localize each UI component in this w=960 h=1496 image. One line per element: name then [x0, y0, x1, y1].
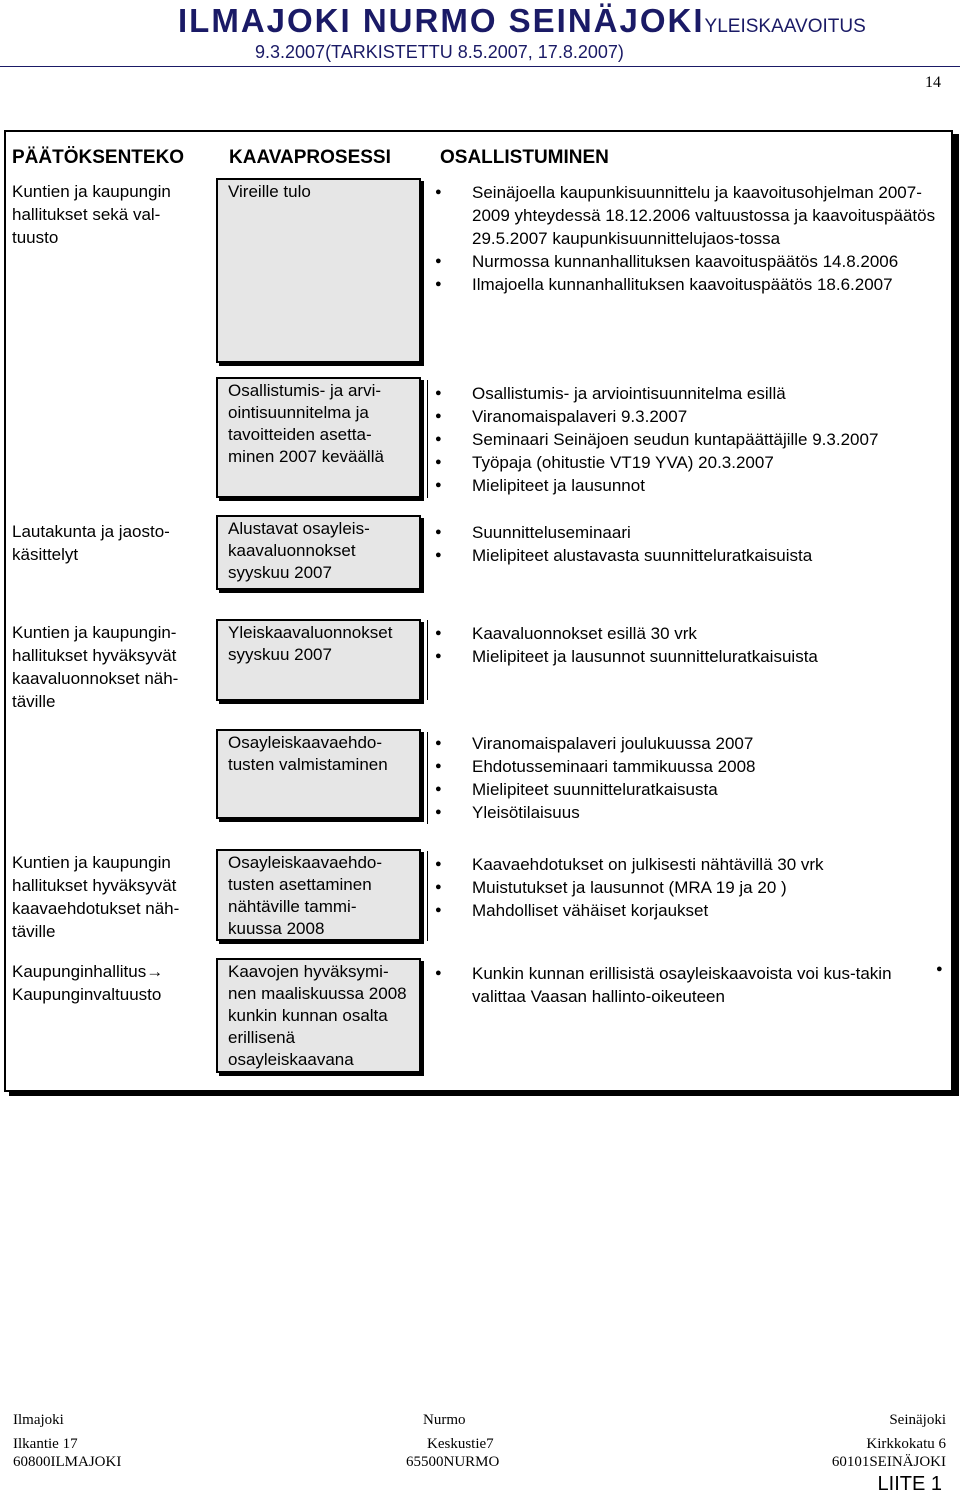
process-box: Alustavat osayleis-kaavaluonnokset syyskuu 2007	[216, 515, 421, 590]
footer-ilmajoki-postcode: 60800ILMAJOKI	[13, 1454, 122, 1470]
divider	[427, 380, 428, 498]
title-suffix: YLEISKAAVOITUS	[704, 16, 866, 37]
process-box: Osayleiskaavaehdo-tusten valmistaminen	[216, 729, 421, 819]
participation-list	[435, 181, 940, 296]
divider	[427, 732, 428, 824]
column-header-decision: PÄÄTÖKSENTEKO	[12, 147, 185, 168]
footer-ilmajoki-street: Ilkantie 17	[13, 1436, 78, 1452]
footer-seinajoki-postcode: 60101SEINÄJOKI	[831, 1454, 946, 1470]
list-item: ● Kaavaehdotukset on julkisesti nähtävillä 30 vrk	[435, 853, 940, 876]
process-box: Yleiskaavaluonnokset syyskuu 2007	[216, 619, 421, 701]
process-box: Osayleiskaavaehdo-tusten asettaminen nähtäville tammi-kuussa 2008	[216, 849, 421, 941]
list-item: ● Mielipiteet alustavasta suunnitteluratkaisuista	[435, 544, 940, 567]
list-item: ● Osallistumis- ja arviointisuunnitelma esillä	[435, 382, 940, 405]
decision-from: Kaupunginhallitus	[12, 962, 147, 981]
decision-text	[12, 960, 212, 1006]
arrow-right-icon: →	[146, 962, 164, 981]
participation-list	[435, 962, 895, 1008]
decision-text: Kuntien ja kaupungin-hallitukset hyväksyvät kaavaluonnokset näh-täville	[12, 623, 179, 711]
footer-nurmo-postcode: 65500NURMO	[406, 1454, 500, 1470]
process-box: Vireille tulo	[216, 178, 421, 363]
list-item: ● Viranomaispalaveri joulukuussa 2007	[435, 732, 940, 755]
footer-nurmo-name: Nurmo	[423, 1412, 466, 1428]
participation-list	[435, 382, 940, 497]
column-header-process: KAAVAPROSESSI	[229, 147, 391, 168]
list-item: ● Seinäjoella kaupunkisuunnittelu ja kaavoitusohjelman 2007-2009 yhteydessä 18.12.2006 valtuustossa ja kaavoituspäätös 29.5.2007 kaupunkisuunnittelujaos-tossa	[435, 181, 940, 250]
list-item: ● Viranomaispalaveri 9.3.2007	[435, 405, 940, 428]
list-item: ● Mielipiteet ja lausunnot	[435, 474, 940, 497]
divider	[427, 851, 428, 941]
footer-seinajoki-street: Kirkkokatu 6	[866, 1436, 946, 1452]
list-item: ● Seminaari Seinäjoen seudun kuntapäättäjille 9.3.2007	[435, 428, 940, 451]
divider	[427, 620, 428, 700]
list-item: ● Mielipiteet ja lausunnot suunnitteluratkaisuista	[435, 645, 940, 668]
document-title	[178, 2, 866, 40]
footer-seinajoki-name: Seinäjoki	[889, 1412, 946, 1428]
process-box: Osallistumis- ja arvi-ointisuunnitelma ja tavoitteiden asetta-minen 2007 keväällä	[216, 377, 421, 498]
footer-nurmo-street: Keskustie7	[427, 1436, 494, 1452]
list-item: ● Mielipiteet suunnitteluratkaisusta	[435, 778, 940, 801]
decision-text: Kuntien ja kaupungin hallitukset hyväksyvät kaavaehdotukset näh-täville	[12, 853, 180, 941]
participation-list	[435, 521, 940, 567]
participation-list	[435, 853, 940, 922]
appendix-label: LIITE 1	[877, 1473, 942, 1495]
decision-to: Kaupunginvaltuusto	[12, 985, 162, 1004]
list-item: ● Suunnitteluseminaari	[435, 521, 940, 544]
decision-text: Kuntien ja kaupungin hallitukset sekä val-tuusto	[12, 182, 171, 247]
header-rule	[0, 66, 960, 67]
page-number: 14	[925, 74, 941, 91]
title-municipalities: ILMAJOKI NURMO SEINÄJOKI	[178, 2, 705, 39]
document-subtitle: 9.3.2007(TARKISTETTU 8.5.2007, 17.8.2007)	[255, 42, 624, 62]
list-item: ● Muistutukset ja lausunnot (MRA 19 ja 20 )	[435, 876, 940, 899]
list-item: ● Ilmajoella kunnanhallituksen kaavoituspäätös 18.6.2007	[435, 273, 940, 296]
decision-text: Lautakunta ja jaosto-käsittelyt	[12, 522, 170, 564]
list-item: ● Ehdotusseminaari tammikuussa 2008	[435, 755, 940, 778]
list-item: ● Kaavaluonnokset esillä 30 vrk	[435, 622, 940, 645]
list-item: ● Työpaja (ohitustie VT19 YVA) 20.3.2007	[435, 451, 940, 474]
process-box: Kaavojen hyväksymi-nen maaliskuussa 2008 kunkin kunnan osalta erillisenä osayleiskaavana	[216, 958, 421, 1073]
list-item: ● Kunkin kunnan erillisistä osayleiskaavoista voi kus-takin valittaa Vaasan hallinto-oikeuteen	[435, 962, 895, 1008]
participation-list	[435, 732, 940, 824]
list-item: ● Mahdolliset vähäiset korjaukset	[435, 899, 940, 922]
column-header-participation: OSALLISTUMINEN	[440, 147, 609, 168]
list-item: ● Yleisötilaisuus	[435, 801, 940, 824]
footer-ilmajoki-name: Ilmajoki	[13, 1412, 64, 1428]
bullet-icon: ●	[936, 963, 943, 975]
participation-list	[435, 622, 940, 668]
list-item: ● Nurmossa kunnanhallituksen kaavoituspäätös 14.8.2006	[435, 250, 940, 273]
